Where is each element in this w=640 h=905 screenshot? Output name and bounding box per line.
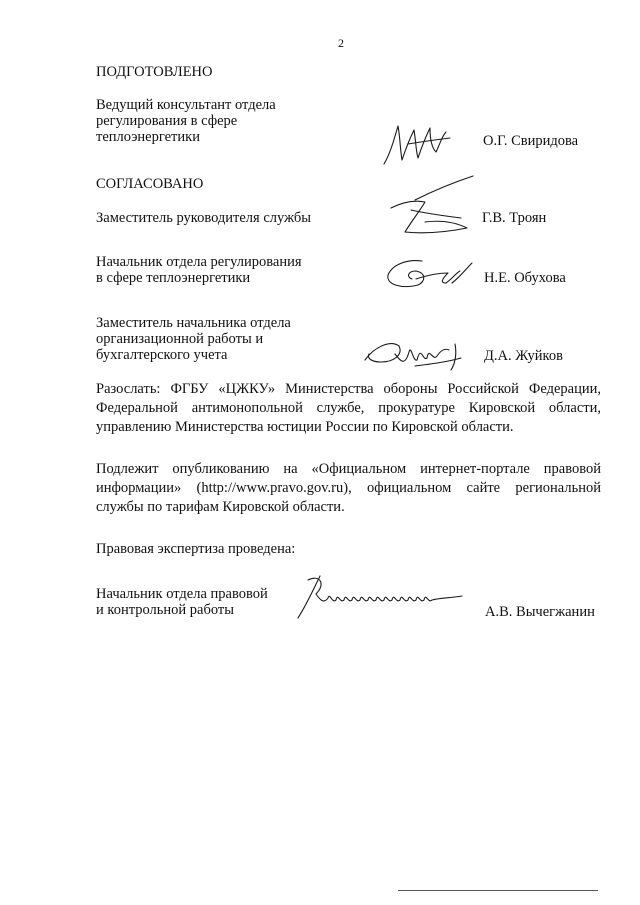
position-line: бухгалтерского учета [96, 347, 228, 363]
prepared-name: О.Г. Свиридова [483, 133, 579, 149]
legal-reviewer-position [96, 586, 268, 618]
distribution-paragraph: Разослать: ФГБУ «ЦЖКУ» Министерства обороны Российской Федерации, Федеральной антимонопольной службе, прокуратуре Кировской области, управлению Министерства юстиции России по Кировской области. [96, 381, 601, 435]
position-line: Ведущий консультант отдела [96, 97, 276, 113]
legal-reviewer-name: А.В. Вычегжанин [485, 604, 595, 620]
signature-obukhova [382, 255, 477, 293]
signer-obukhova-name: Н.Е. Обухова [484, 270, 566, 286]
position-line: теплоэнергетики [96, 129, 200, 145]
publication-paragraph: Подлежит опубликованию на «Официальном интернет-портале правовой информации» (http://www.pravo.gov.ru), официальном сайте региональной службы по тарифам Кировской области. [96, 461, 601, 515]
agreed-heading: СОГЛАСОВАНО [96, 176, 204, 192]
position-line: и контрольной работы [96, 602, 234, 618]
position-line: регулирования в сфере [96, 113, 238, 129]
signature-troyan [385, 172, 480, 242]
prepared-heading: ПОДГОТОВЛЕНО [96, 64, 213, 80]
position-line: Заместитель начальника отдела [96, 315, 291, 331]
position-line: Начальник отдела правовой [96, 586, 268, 602]
prepared-position [96, 97, 276, 145]
position-line: организационной работы и [96, 331, 264, 347]
signer-obukhova-position [96, 254, 302, 286]
signature-vychegzhanin [290, 570, 470, 622]
signature-sviridova [380, 118, 456, 170]
signature-zhuykov [355, 332, 470, 374]
signer-zhuykov-name: Д.А. Жуйков [484, 348, 563, 364]
bottom-rule [398, 890, 598, 891]
legal-review-statement: Правовая экспертиза проведена: [96, 541, 296, 557]
signer-zhuykov-position [96, 315, 291, 363]
position-line: Начальник отдела регулирования [96, 254, 302, 270]
position-line: в сфере теплоэнергетики [96, 270, 251, 286]
signer-troyan-position: Заместитель руководителя службы [96, 210, 312, 226]
signer-troyan-name: Г.В. Троян [482, 210, 547, 226]
page-number: 2 [338, 36, 344, 50]
